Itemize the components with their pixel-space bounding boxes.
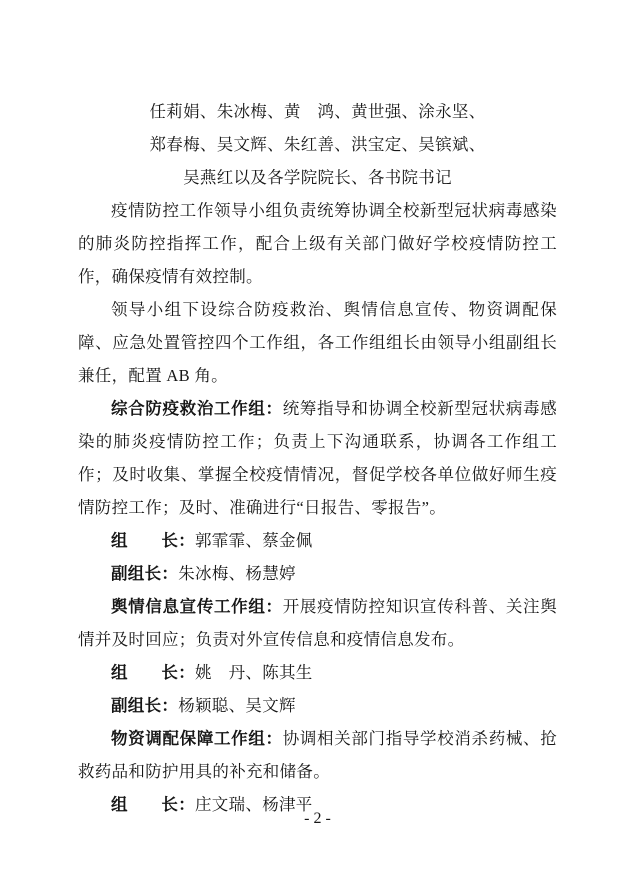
section-title: 物资调配保障工作组： bbox=[111, 729, 283, 748]
section-block bbox=[78, 590, 557, 656]
role-line bbox=[78, 656, 557, 689]
role-label: 组 长： bbox=[111, 531, 195, 550]
name-line: 吴燕红以及各学院院长、各书院书记 bbox=[183, 168, 452, 187]
role-members: 郭霏霏、蔡金佩 bbox=[195, 531, 313, 550]
paragraph-workgroups: 领导小组下设综合防疫救治、舆情信息宣传、物资调配保障、应急处置管控四个工作组，各工作组组长由领导小组副组长兼任，配置 AB 角。 bbox=[78, 300, 557, 385]
role-label: 组 长： bbox=[111, 663, 195, 682]
role-label: 副组长： bbox=[111, 564, 179, 583]
role-line bbox=[78, 557, 557, 590]
role-label: 组 长： bbox=[111, 795, 195, 814]
section-title: 舆情信息宣传工作组： bbox=[111, 597, 283, 616]
section-block bbox=[78, 722, 557, 788]
role-members: 朱冰梅、杨慧婷 bbox=[178, 564, 296, 583]
section-title: 综合防疫救治工作组： bbox=[111, 399, 283, 418]
role-label: 副组长： bbox=[111, 696, 179, 715]
role-members: 姚 丹、陈其生 bbox=[195, 663, 313, 682]
role-members: 庄文瑞、杨津平 bbox=[195, 795, 313, 814]
document-body bbox=[78, 95, 557, 821]
section-text: 协调相关部门指导学校消杀药械、抢救药品和防护用具的补充和储备。 bbox=[78, 729, 557, 781]
section-text: 统筹指导和协调全校新型冠状病毒感染的肺炎疫情防控工作；负责上下沟通联系，协调各工作组工作；及时收集、掌握全校疫情情况，督促学校各单位做好师生疫情防控工作；及时、准确进行“日报告、零报告”。 bbox=[78, 399, 557, 517]
role-line bbox=[78, 689, 557, 722]
section-text: 开展疫情防控知识宣传科普、关注舆情并及时回应；负责对外宣传信息和疫情信息发布。 bbox=[78, 597, 557, 649]
page-number: - 2 - bbox=[304, 810, 331, 827]
name-line: 郑春梅、吴文辉、朱红善、洪宝定、吴镔斌、 bbox=[149, 135, 486, 154]
role-members: 杨颖聪、吴文辉 bbox=[178, 696, 296, 715]
role-line bbox=[78, 524, 557, 557]
name-line: 任莉娟、朱冰梅、黄 鸿、黄世强、涂永坚、 bbox=[149, 102, 486, 121]
section-block bbox=[78, 392, 557, 524]
paragraph-overview: 疫情防控工作领导小组负责统筹协调全校新型冠状病毒感染的肺炎防控指挥工作，配合上级有关部门做好学校疫情防控工作，确保疫情有效控制。 bbox=[78, 201, 557, 286]
